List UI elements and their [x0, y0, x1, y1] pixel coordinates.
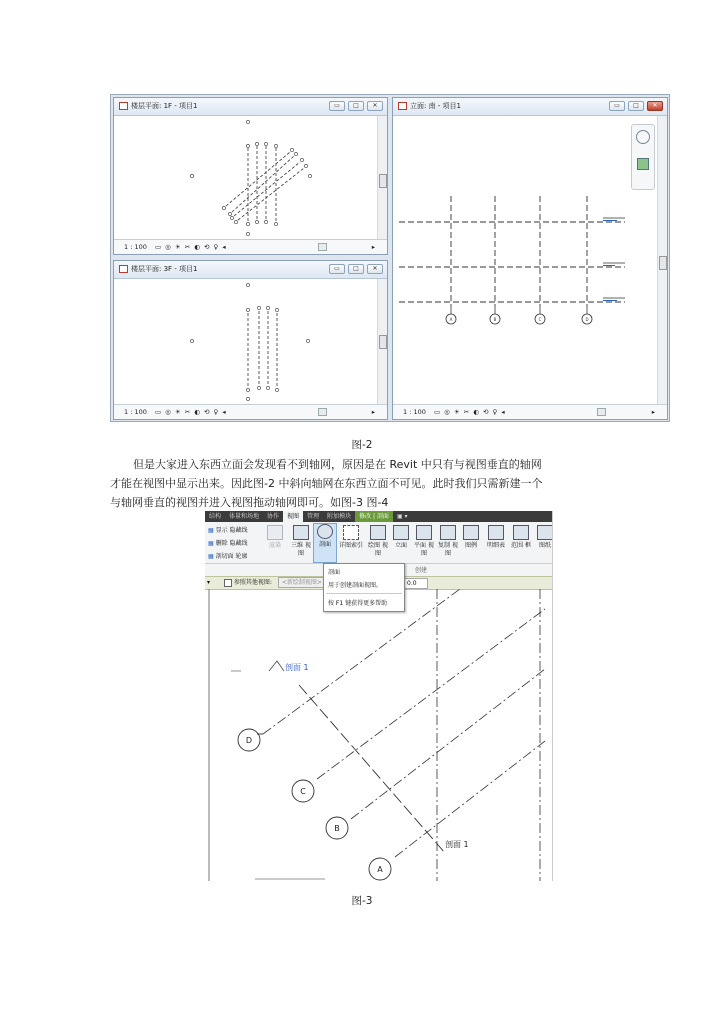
cut-profile-icon: ▦	[208, 553, 214, 560]
minimize-button[interactable]: ▭	[329, 264, 345, 274]
close-button[interactable]: ✕	[367, 264, 383, 274]
section-drawing	[205, 589, 552, 881]
button-label: 立面	[394, 542, 407, 549]
grid-bubble-label: B	[493, 317, 497, 322]
button-label: 图纸	[538, 542, 551, 549]
grid-bubble-label: C	[538, 317, 542, 322]
offset-input[interactable]: 0.0	[404, 578, 428, 589]
button-label: 详图索引	[338, 542, 363, 549]
section-icon	[317, 524, 333, 539]
button-label: 平面 视图	[414, 542, 434, 557]
callout-button[interactable]	[337, 525, 365, 550]
legend-icon	[463, 525, 479, 540]
sheet-button[interactable]	[535, 525, 553, 550]
button-label: 渲染	[268, 542, 281, 549]
minimize-button[interactable]: ▭	[609, 101, 625, 111]
plan-1f-titlebar[interactable]	[114, 98, 387, 116]
button-label: 删除 隐藏线	[215, 540, 248, 547]
view-icon	[398, 102, 407, 110]
ribbon-tab[interactable]: 体量和场地	[229, 513, 260, 520]
cut-profile-button[interactable]	[208, 551, 248, 560]
body-paragraph	[110, 455, 610, 512]
elevation-button[interactable]	[391, 525, 411, 550]
remove-hidden-lines-button[interactable]	[208, 538, 248, 547]
scope-box-icon	[513, 525, 529, 540]
elevation-title: 立面: 南 - 项目1	[410, 102, 462, 110]
drafting-icon	[370, 525, 386, 540]
section-label-bottom[interactable]: 剖面 1	[445, 840, 469, 849]
figure-3	[205, 511, 553, 881]
render-icon	[267, 525, 283, 540]
ribbon-tab-extra[interactable]: ▣ ▾	[396, 513, 408, 520]
vertical-scrollbar[interactable]	[657, 116, 667, 404]
dropdown-arrow-icon[interactable]: ▾	[207, 579, 211, 586]
ribbon-tab[interactable]: 协作	[267, 513, 280, 520]
plan-3f-drawing	[114, 279, 376, 404]
button-label: 剖切面 轮廓	[215, 553, 248, 560]
paragraph-line-2: 才能在视图中显示出来。因此图-2 中斜向轴网在东西立面不可见。此时我们只需新建一个	[110, 477, 543, 490]
button-label: 明细表	[486, 542, 505, 549]
callout-icon	[343, 525, 359, 540]
button-label: 复制 视图	[438, 542, 458, 557]
schedule-icon	[488, 525, 504, 540]
create-group-label: 创建	[415, 567, 428, 574]
remove-lines-icon: ▦	[208, 540, 214, 547]
grid-bubble-label: A	[449, 317, 453, 322]
scale-label[interactable]: 1 : 100	[124, 408, 147, 416]
maximize-button[interactable]: □	[348, 264, 364, 274]
plan-1f-title: 楼层平面: 1F - 项目1	[131, 102, 198, 110]
close-button[interactable]: ✕	[647, 101, 663, 111]
reference-view-select[interactable]: <新绘制视图>	[278, 577, 326, 588]
duplicate-icon	[440, 525, 456, 540]
sheet-icon	[537, 525, 553, 540]
plan-icon	[416, 525, 432, 540]
plan-1f-drawing	[114, 116, 376, 239]
legend-button[interactable]	[461, 525, 481, 550]
button-label: 范围 框	[511, 542, 531, 549]
figure-3-caption: 图-3	[351, 895, 373, 907]
duplicate-view-button[interactable]	[437, 525, 459, 558]
plan-1f-statusbar	[114, 239, 387, 254]
vertical-scrollbar[interactable]	[377, 279, 387, 404]
elevation-drawing	[393, 116, 655, 402]
grid-bubble-label: B	[334, 824, 340, 833]
ribbon-tab-modify[interactable]: 修改 | 剖面	[355, 511, 393, 522]
ribbon-tab[interactable]: 管理	[307, 513, 320, 520]
scope-box-button[interactable]	[511, 525, 531, 550]
button-label: 绘图 视图	[368, 542, 388, 557]
tooltip-description: 用于创建剖面视图。	[328, 582, 383, 589]
scroll-right-arrow[interactable]: ▸	[371, 243, 375, 251]
figure-2-caption: 图-2	[351, 439, 373, 451]
plan-3f-window[interactable]	[113, 260, 388, 420]
elevation-icon	[393, 525, 409, 540]
scale-label[interactable]: 1 : 100	[124, 243, 147, 251]
paragraph-line-1: 但是大家进入东西立面会发现看不到轴网，原因是在 Revit 中只有与视图垂直的轴网	[133, 458, 542, 471]
button-label: 剖面	[318, 541, 331, 548]
button-label: 显示 隐藏线	[215, 527, 248, 534]
tooltip-help: 按 F1 键获得更多帮助	[328, 600, 388, 607]
reference-checkbox[interactable]	[224, 579, 232, 587]
ribbon-tab[interactable]: 结构	[209, 513, 222, 520]
elevation-titlebar[interactable]	[393, 98, 667, 116]
view-icon	[119, 265, 128, 273]
elevation-window[interactable]	[392, 97, 668, 420]
plan-3f-title: 楼层平面: 3F - 项目1	[131, 265, 198, 273]
paragraph-line-3: 与轴网垂直的视图并进入视图拖动轴网即可。如图-3 图-4	[110, 496, 389, 509]
close-button[interactable]: ✕	[367, 101, 383, 111]
minimize-button[interactable]: ▭	[329, 101, 345, 111]
scroll-right-arrow[interactable]: ▸	[651, 408, 655, 416]
view-control-icons[interactable]: ▭ ◎ ☀ ✂ ◐ ⟲ ♀ ◂	[154, 243, 227, 251]
grid-bubble-label: C	[300, 787, 306, 796]
tooltip-title: 剖面	[328, 569, 341, 576]
house-icon	[293, 525, 309, 540]
plan-3f-statusbar	[114, 404, 387, 419]
schedule-button[interactable]	[484, 525, 508, 550]
horizontal-scroll-thumb[interactable]	[318, 408, 327, 416]
horizontal-scroll-thumb[interactable]	[318, 243, 327, 251]
hidden-lines-icon: ▦	[208, 527, 214, 534]
plan-3f-titlebar[interactable]	[114, 261, 387, 279]
view-icon	[119, 102, 128, 110]
plan-1f-window[interactable]	[113, 97, 388, 255]
maximize-button[interactable]: □	[348, 101, 364, 111]
elevation-statusbar	[393, 404, 667, 419]
scale-label[interactable]: 1 : 100	[403, 408, 426, 416]
vertical-scrollbar[interactable]	[377, 116, 387, 239]
figure-2	[110, 94, 670, 422]
scroll-right-arrow[interactable]: ▸	[371, 408, 375, 416]
ribbon-tab-bar	[205, 511, 552, 522]
3d-view-button[interactable]	[291, 525, 311, 558]
grid-bubble-label: D	[245, 736, 253, 745]
horizontal-scroll-thumb[interactable]	[597, 408, 606, 416]
section-label-top[interactable]: 剖面 1	[285, 663, 309, 672]
button-label: 三维 视图	[291, 542, 311, 557]
drafting-view-button[interactable]	[367, 525, 389, 558]
render-button[interactable]	[263, 525, 287, 550]
grid-bubble-label: D	[585, 317, 589, 322]
maximize-button[interactable]: □	[628, 101, 644, 111]
view-control-icons[interactable]: ▭ ◎ ☀ ✂ ◐ ⟲ ♀ ◂	[154, 408, 227, 416]
view-control-icons[interactable]: ▭ ◎ ☀ ✂ ◐ ⟲ ♀ ◂	[433, 408, 506, 416]
reference-label: 参照其他视图:	[233, 579, 272, 586]
button-label: 图例	[464, 542, 477, 549]
show-hidden-lines-button[interactable]	[208, 525, 248, 534]
ribbon-tab[interactable]: 附加模块	[327, 513, 352, 520]
plan-view-button[interactable]	[413, 525, 435, 558]
section-button[interactable]	[313, 523, 337, 563]
ribbon-tab-view[interactable]: 视图	[283, 511, 303, 522]
grid-bubble-label: A	[377, 865, 383, 874]
